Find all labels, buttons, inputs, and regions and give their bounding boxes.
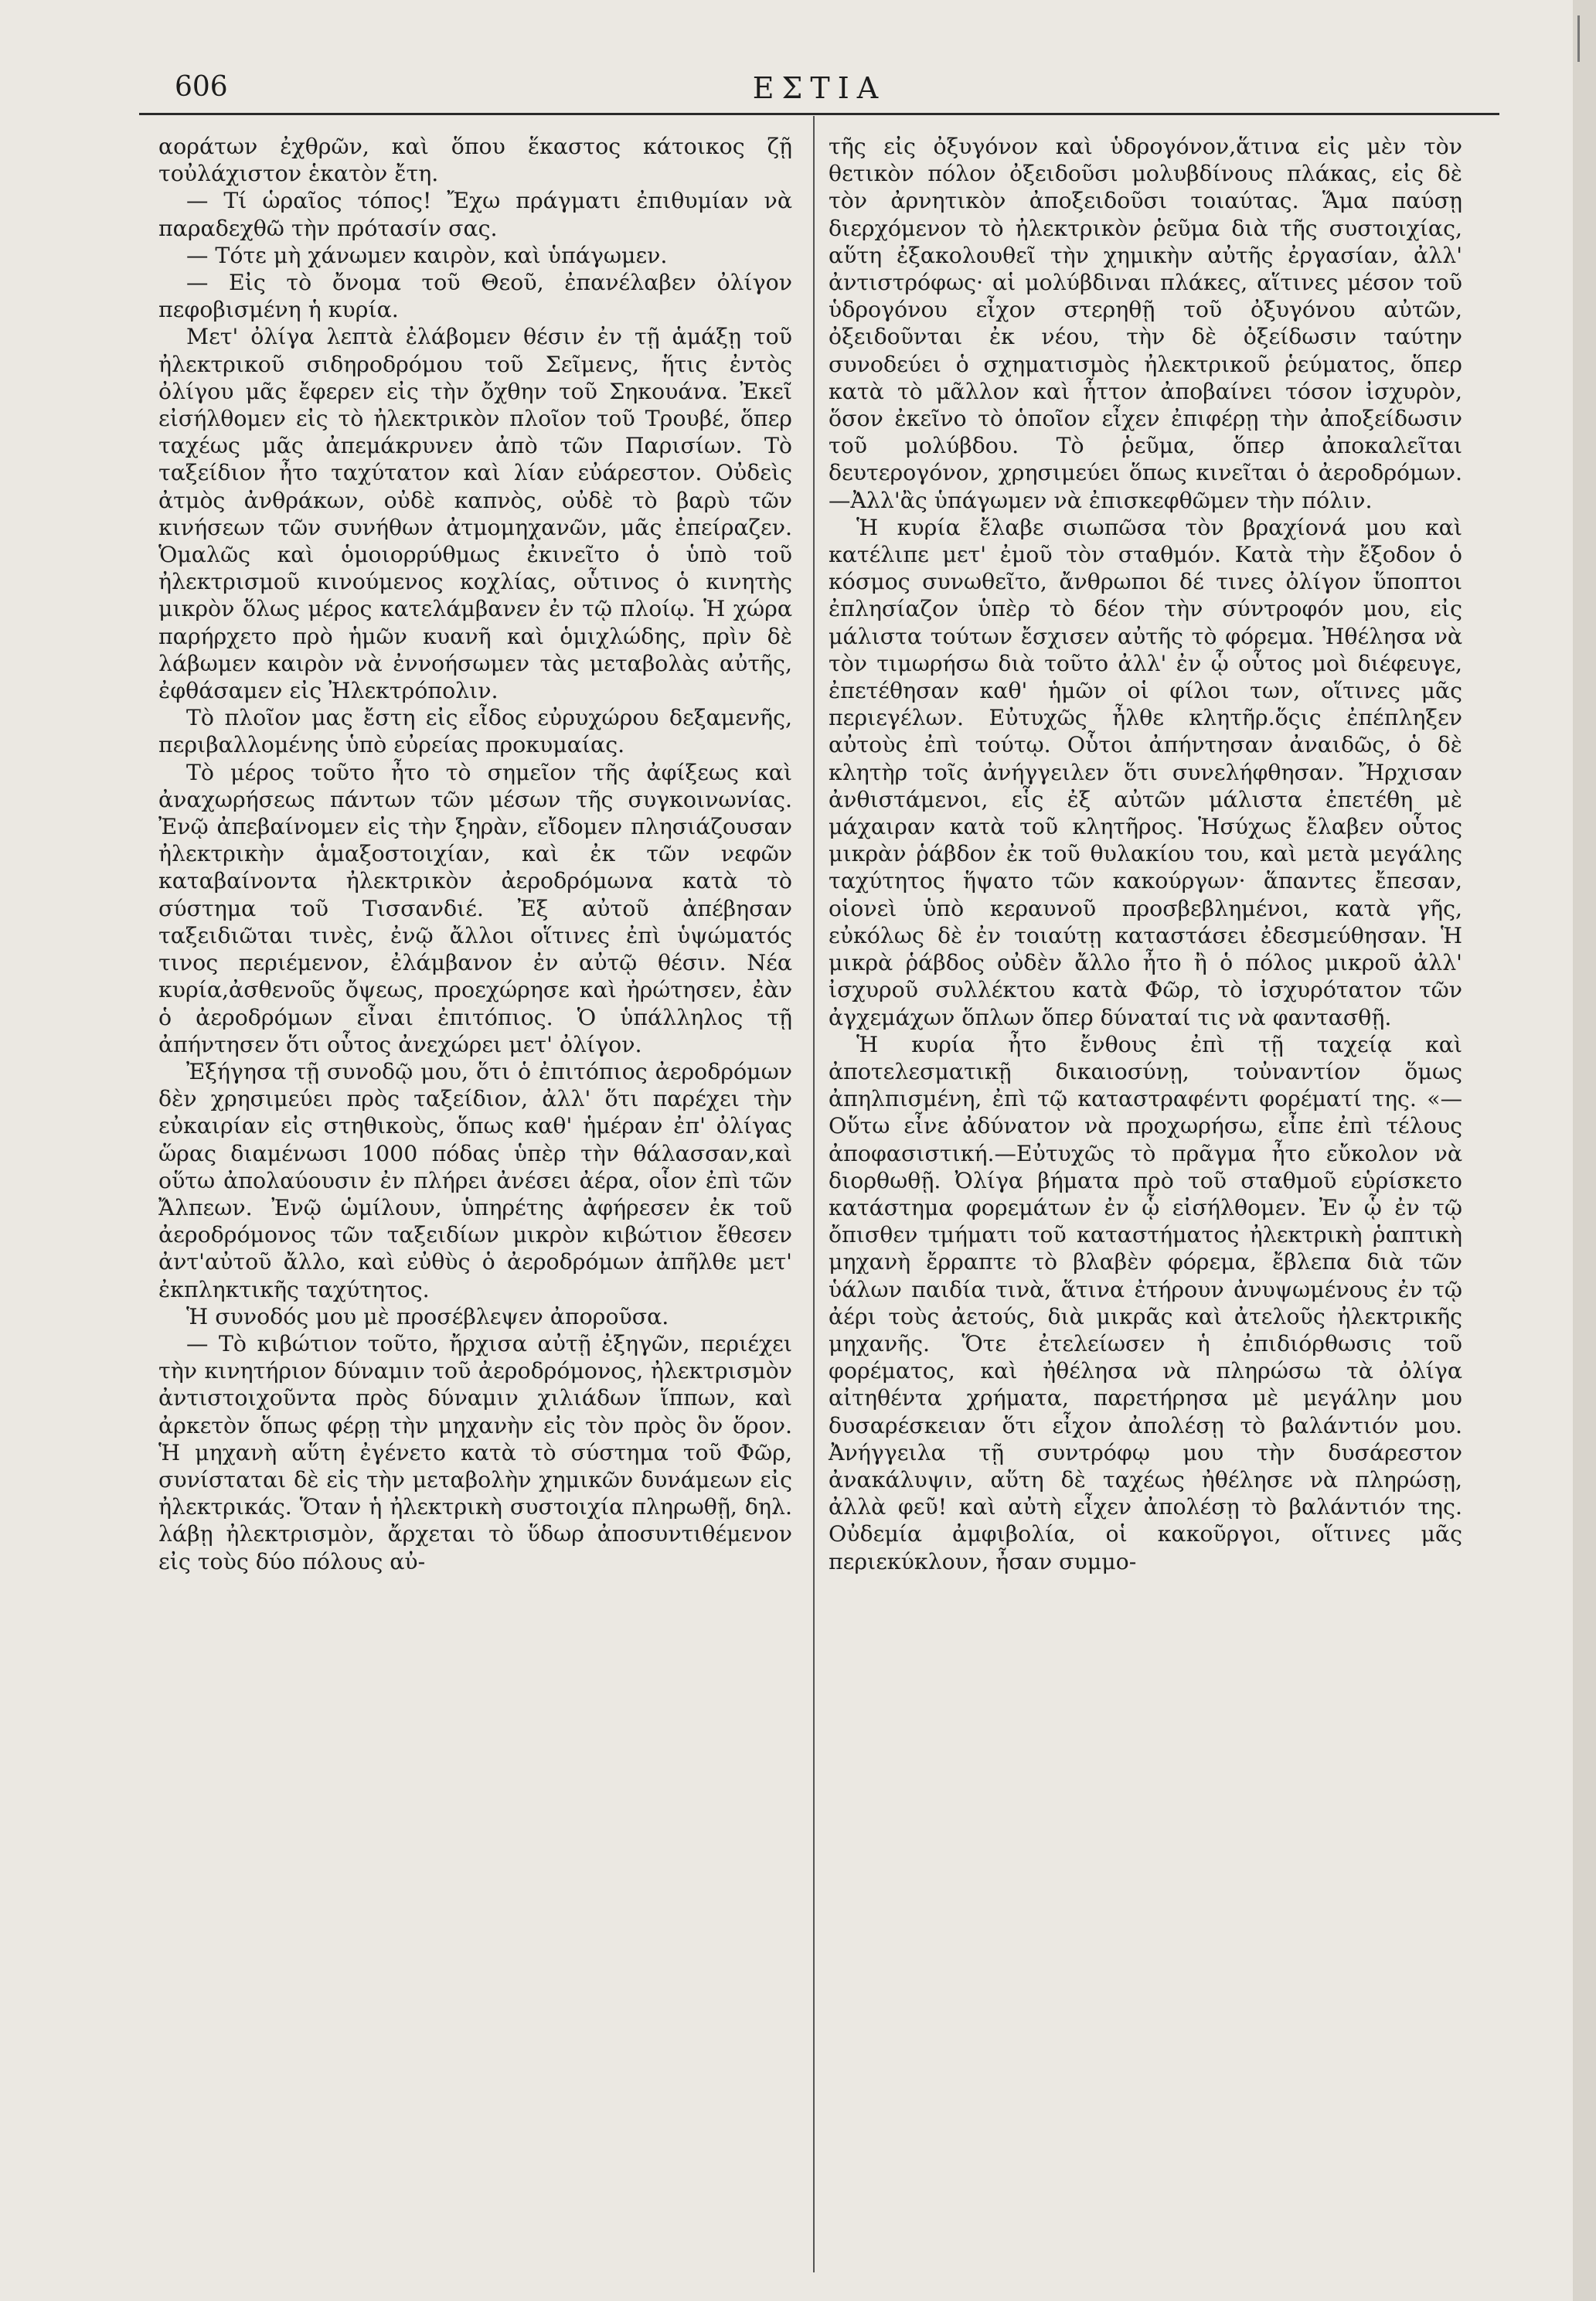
running-title: ΕΣΤΙΑ bbox=[752, 71, 886, 105]
header-rule bbox=[139, 113, 1499, 115]
paragraph: — Εἰς τὸ ὄνομα τοῦ Θεοῦ, ἐπανέλαβεν ὀλίγον πεφοβισμένη ἡ κυρία. bbox=[158, 270, 792, 323]
paragraph: — Τότε μὴ χάνωμεν καιρὸν, καὶ ὑπάγωμεν. bbox=[186, 242, 668, 268]
paragraph: Τὸ πλοῖον μας ἔστη εἰς εἶδος εὐρυχώρου δεξαμενῆς, περιβαλλομένης ὑπὸ εὐρείας προκυμαίας. bbox=[158, 705, 792, 758]
paragraph: Μετ' ὀλίγα λεπτὰ ἐλάβομεν θέσιν ἐν τῇ ἁμάξῃ τοῦ ἠλεκτρικοῦ σιδηροδρόμου τοῦ Σεῖμενς, ἥτις ἐντὸς ὀλίγου μᾶς ἔφερεν εἰς τὴν ὄχθην τοῦ Σηκουάνα. Ἐκεῖ εἰσήλθομεν εἰς τὸ ἠλεκτρικὸν πλοῖον τοῦ Τρουβέ, ὅπερ ταχέως μᾶς ἀπεμάκρυνεν ἀπὸ τῶν Παρισίων. Τὸ ταξείδιον ἦτο ταχύτατον καὶ λίαν εὐάρεστον. Οὐδεὶς ἀτμὸς ἀνθράκων, οὐδὲ καπνὸς, οὐδὲ τὸ βαρὺ τῶν κινήσεων τῶν συνήθων ἀτμομηχανῶν, μᾶς ἐπείραζεν. Ὁμαλῶς καὶ ὁμοιορρύθμως ἐκινεῖτο ὁ ὑπὸ τοῦ ἠλεκτρισμοῦ κινούμενος κοχλίας, οὗτινος ὁ κινητὴς μικρὸν ὅλως μέρος κατελάμβανεν ἐν τῷ πλοίῳ. Ἡ χώρα παρήρχετο πρὸ ἡμῶν κυανῆ καὶ ὁμιχλώδης, πρὶν δὲ λάβωμεν καιρὸν νὰ ἐννοήσωμεν τὰς μεταβολὰς αὐτῆς, ἐφθάσαμεν εἰς Ἠλεκτρόπολιν. bbox=[158, 324, 792, 704]
left-column bbox=[158, 133, 792, 1575]
paragraph: Ἡ κυρία ἔλαβε σιωπῶσα τὸν βραχίονά μου καὶ κατέλιπε μετ' ἐμοῦ τὸν σταθμόν. Κατὰ τὴν ἔξοδον ὁ κόσμος συνωθεῖτο, ἄνθρωποι δέ τινες ὀλίγον ὕποπτοι ἐπλησίαζον ὑπὲρ τὸ δέον τὴν σύντροφόν μου, εἰς μάλιστα τούτων ἔσχισεν αὐτῆς τὸ φόρεμα. Ἠθέλησα νὰ τὸν τιμωρήσω διὰ τοῦτο ἀλλ' ἐν ᾧ οὗτος μοὶ διέφευγε, ἐπετέθησαν καθ' ἡμῶν οἱ φίλοι των, οἵτινες μᾶς περιεγέλων. Εὐτυχῶς ἦλθε κλητῆρ.ὅςις ἐπέπληξεν αὐτοὺς ἐπὶ τούτῳ. Οὗτοι ἀπήντησαν ἀναιδῶς, ὁ δὲ κλητὴρ τοῖς ἀνήγγειλεν ὅτι συνελήφθησαν. Ἤρχισαν ἀνθιστάμενοι, εἷς ἐξ αὐτῶν μάλιστα ἐπετέθη μὲ μάχαιραν κατὰ τοῦ κλητῆρος. Ἡσύχως ἔλαβεν οὗτος μικρὰν ῥάβδον ἐκ τοῦ θυλακίου του, καὶ μετὰ μεγάλης ταχύτητος ἥψατο τῶν κακούργων· ἅπαντες ἔπεσαν, οἱονεὶ ὑπὸ κεραυνοῦ προσβεβλημένοι, κατὰ γῆς, εὐκόλως δὲ ἐν τοιαύτῃ καταστάσει ἐδεσμεύθησαν. Ἡ μικρὰ ῥάβδος οὐδὲν ἄλλο ἦτο ἢ ὁ πόλος μικροῦ ἀλλ' ἰσχυροῦ συλλέκτου κατὰ Φῶρ, τὸ ἰσχυρότατον τῶν ἀγχεμάχων ὅπλων ὅπερ δύναταί τις νὰ φαντασθῇ. bbox=[829, 514, 1462, 1030]
page-edge bbox=[1573, 0, 1596, 2301]
paragraph: Ἡ κυρία ἦτο ἔνθους ἐπὶ τῇ ταχείᾳ καὶ ἀποτελεσματικῇ δικαιοσύνῃ, τοὐναντίον ὅμως ἀπηλπισμένη, ἐπὶ τῷ καταστραφέντι φορέματί της. «—Οὕτω εἶνε ἀδύνατον νὰ προχωρήσω, εἶπε ἐπὶ τέλους ἀποφασιστική.—Εὐτυχῶς τὸ πρᾶγμα ἦτο εὔκολον νὰ διορθωθῇ. Ὀλίγα βήματα πρὸ τοῦ σταθμοῦ εὑρίσκετο κατάστημα φορεμάτων ἐν ᾧ εἰσήλθομεν. Ἐν ᾧ ἐν τῷ ὄπισθεν τμήματι τοῦ καταστήματος ἠλεκτρικὴ ῥαπτικὴ μηχανὴ ἔρραπτε τὸ βλαβὲν φόρεμα, ἔβλεπα διὰ τῶν ὑάλων παιδία τινὰ, ἅτινα ἐτήρουν ἀνυψωμένους ἐν τῷ ἀέρι τοὺς ἀετούς, διὰ μικρᾶς καὶ ἀτελοῦς ἠλεκτρικῆς μηχανῆς. Ὅτε ἐτελείωσεν ἡ ἐπιδιόρθωσις τοῦ φορέματος, καὶ ἠθέλησα νὰ πληρώσω τὰ ὀλίγα αἰτηθέντα χρήματα, παρετήρησα μὲ μεγάλην μου δυσαρέσκειαν ὅτι εἶχον ἀπολέσῃ τὸ βαλάντιόν μου. Ἀνήγγειλα τῇ συντρόφῳ μου τὴν δυσάρεστον ἀνακάλυψιν, αὕτη δὲ ταχέως ἠθέλησε νὰ πληρώσῃ, ἀλλὰ φεῦ! καὶ αὐτὴ εἶχεν ἀπολέσῃ τὸ βαλάντιόν της. Οὐδεμία ἀμφιβολία, οἱ κακοῦργοι, οἵτινες μᾶς περιεκύκλουν, ἦσαν συμμο- bbox=[829, 1031, 1462, 1574]
paragraph: — Τὸ κιβώτιον τοῦτο, ἤρχισα αὐτῇ ἐξηγῶν, περιέχει τὴν κινητήριον δύναμιν τοῦ ἀεροδρόμονος, ἠλεκτρισμὸν ἀντιστοιχοῦντα πρὸς δύναμιν χιλιάδων ἵππων, καὶ ἀρκετὸν ὅπως φέρῃ τὴν μηχανὴν εἰς τὸν πρὸς ὃν ὅρον. Ἡ μηχανὴ αὕτη ἐγένετο κατὰ τὸ σύστημα τοῦ Φῶρ, συνίσταται δὲ εἰς τὴν μεταβολὴν χημικῶν δυνάμεων εἰς ἠλεκτρικάς. Ὅταν ἡ ἠλεκτρικὴ συστοιχία πληρωθῇ, δηλ. λάβῃ ἠλεκτρισμὸν, ἄρχεται τὸ ὕδωρ ἀποσυντιθέμενον εἰς τοὺς δύο πόλους αὐ- bbox=[158, 1330, 792, 1574]
page-header bbox=[147, 68, 1492, 113]
paragraph: Τὸ μέρος τοῦτο ἦτο τὸ σημεῖον τῆς ἀφίξεως καὶ ἀναχωρήσεως πάντων τῶν μέσων τῆς συγκοινωνίας. Ἐνῷ ἀπεβαίνομεν εἰς τὴν ξηρὰν, εἴδομεν πλησιάζουσαν ἠλεκτρικὴν ἁμαξοστοιχίαν, καὶ ἐκ τῶν νεφῶν καταβαίνοντα ἠλεκτρικὸν ἀεροδρόμωνα κατὰ τὸ σύστημα τοῦ Τισσανδιέ. Ἐξ αὐτοῦ ἀπέβησαν ταξειδιῶται τινὲς, ἐνῷ ἄλλοι οἵτινες ἐπὶ ὑψώματός τινος περιέμενον, ἐλάμβανον ἐν αὐτῷ θέσιν. Νέα κυρία,ἀσθενοῦς ὄψεως, προεχώρησε καὶ ἠρώτησεν, ἐὰν ὁ ἀεροδρόμων εἶναι ἐπιτόπιος. Ὁ ὑπάλληλος τῇ ἀπήντησεν ὅτι οὗτος ἀνεχώρει μετ' ὀλίγον. bbox=[158, 759, 792, 1057]
paragraph: Ἐξήγησα τῇ συνοδῷ μου, ὅτι ὁ ἐπιτόπιος ἀεροδρόμων δὲν χρησιμεύει πρὸς ταξείδιον, ἀλλ' ὅτι παρέχει τὴν εὐκαιρίαν εἰς στηθικοὺς, ὅπως καθ' ἡμέραν ἐπ' ὀλίγας ὥρας διαμένωσι 1000 πόδας ὑπὲρ τὴν θάλασσαν,καὶ οὕτω ἀπολαύουσιν ἐν πλήρει ἀνέσει ἀέρα, οἷον ἐπὶ τῶν Ἄλπεων. Ἐνῷ ὡμίλουν, ὑπηρέτης ἀφήρεσεν ἐκ τοῦ ἀεροδρόμονος τῶν ταξειδίων μικρὸν κιβώτιον ἔθεσεν ἀντ'αὐτοῦ ἄλλο, καὶ εὐθὺς ὁ ἀεροδρόμων ἀπῆλθε μετ' ἐκπληκτικῆς ταχύτητος. bbox=[158, 1058, 792, 1302]
right-column bbox=[829, 133, 1462, 1575]
paragraph: τῆς εἰς ὀξυγόνον καὶ ὑδρογόνον,ἅτινα εἰς μὲν τὸν θετικὸν πόλον ὀξειδοῦσι μολυβδίνους πλάκας, εἰς δὲ τὸν ἀρνητικὸν ἀποξειδοῦσι τοιαύτας. Ἅμα παύσῃ διερχόμενον τὸ ἠλεκτρικὸν ῥεῦμα διὰ τῆς συστοιχίας, αὕτη ἐξακολουθεῖ τὴν χημικὴν αὐτῆς ἐργασίαν, ἀλλ' ἀντιστρόφως· αἱ μολύβδιναι πλάκες, αἵτινες μέσον τοῦ ὑδρογόνου εἶχον στερηθῇ τοῦ ὀξυγόνου αὐτῶν, ὀξειδοῦνται ἐκ νέου, τὴν δὲ ὀξείδωσιν ταύτην συνοδεύει ὁ σχηματισμὸς ἠλεκτρικοῦ ῥεύματος, ὅπερ κατὰ τὸ μᾶλλον καὶ ἧττον ἀποβαίνει τόσον ἰσχυρὸν, ὅσον ἐκεῖνο τὸ ὁποῖον εἶχεν ἐπιφέρῃ τὴν ἀποξείδωσιν τοῦ μολύβδου. Τὸ ῥεῦμα, ὅπερ ἀποκαλεῖται δευτερογόνον, χρησιμεύει ὅπως κινεῖται ὁ ἀεροδρόμων.—Ἀλλ'ἂς ὑπάγωμεν νὰ ἐπισκεφθῶμεν τὴν πόλιν. bbox=[829, 134, 1462, 513]
paragraph: — Τί ὡραῖος τόπος! Ἔχω πράγματι ἐπιθυμίαν νὰ παραδεχθῶ τὴν πρότασίν σας. bbox=[158, 188, 792, 241]
paragraph: αοράτων ἐχθρῶν, καὶ ὅπου ἕκαστος κάτοικος ζῇ τοὐλάχιστον ἑκατὸν ἔτη. bbox=[158, 134, 792, 187]
paragraph: Ἡ συνοδός μου μὲ προσέβλεψεν ἀποροῦσα. bbox=[186, 1303, 669, 1329]
page-number: 606 bbox=[175, 71, 228, 103]
column-divider bbox=[813, 116, 815, 2272]
